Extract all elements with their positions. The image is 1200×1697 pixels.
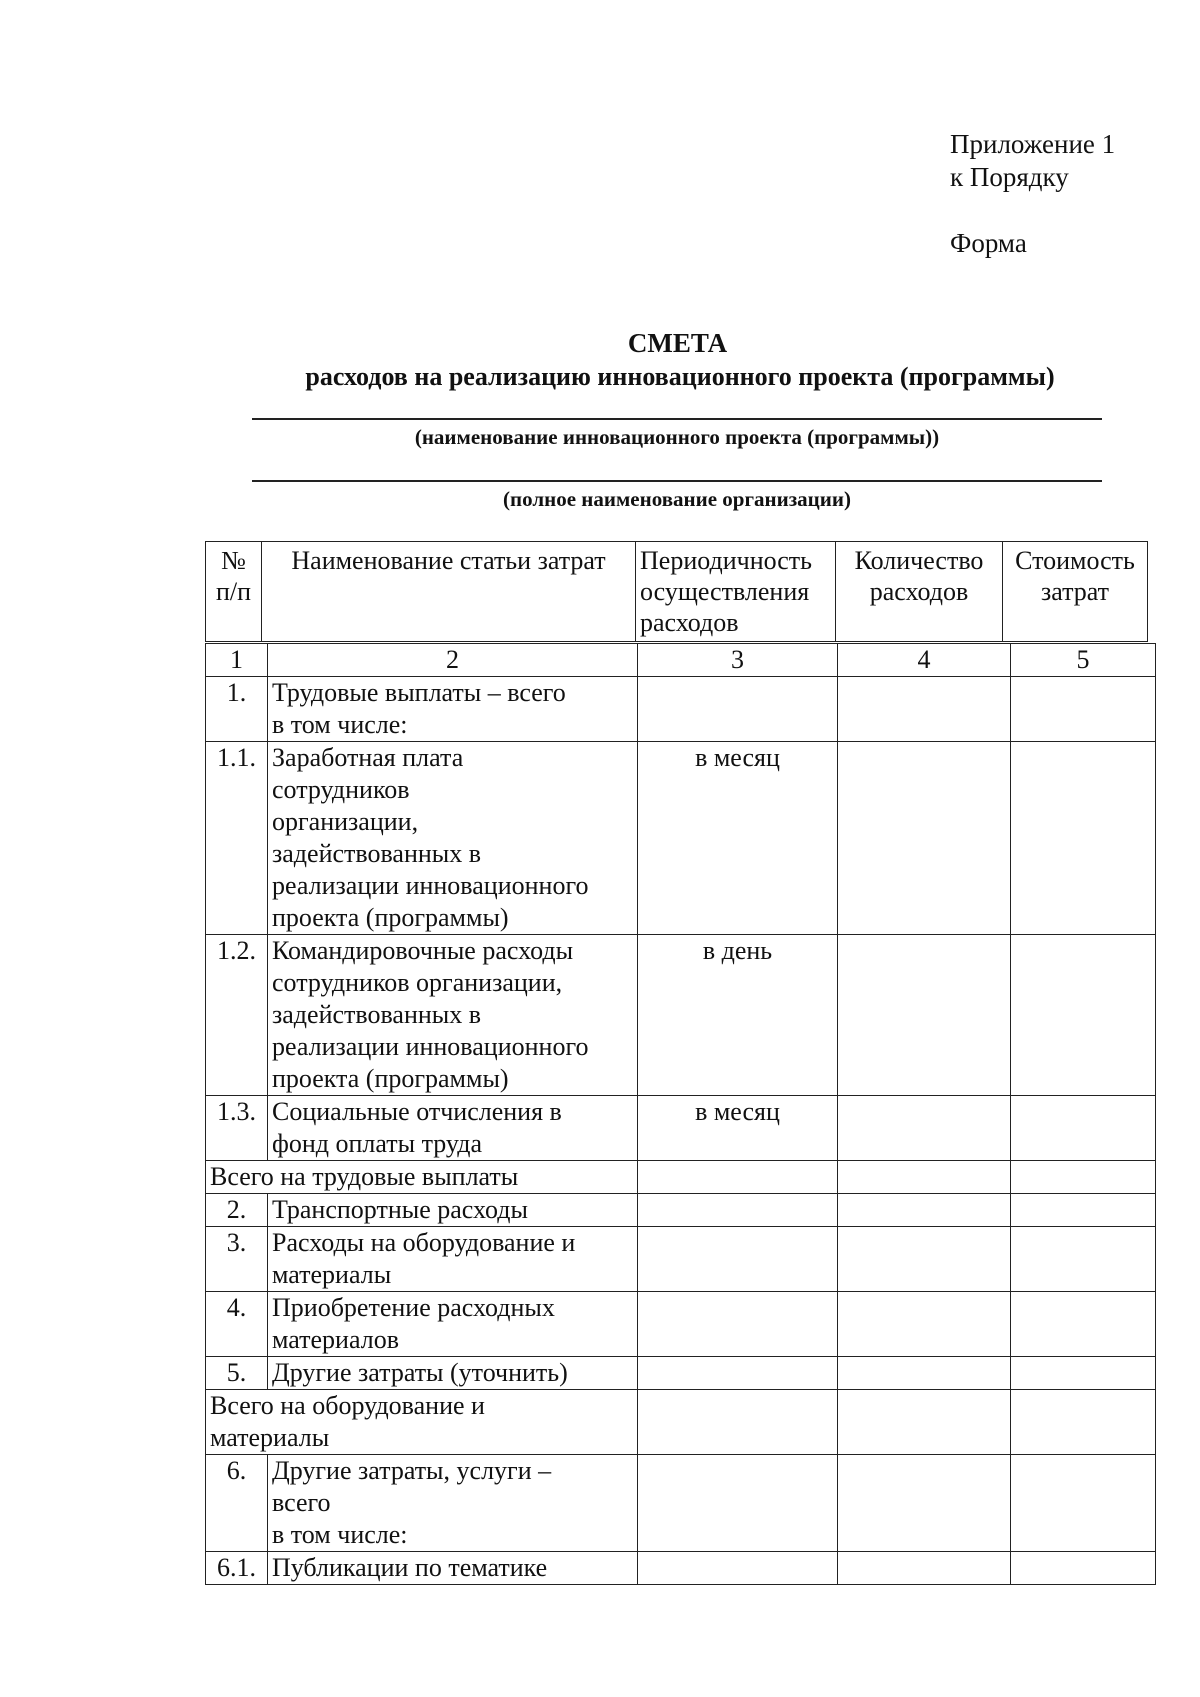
table-row bbox=[206, 935, 1156, 1096]
row-number: 1. bbox=[206, 677, 268, 742]
cost-item-line: задействованных в bbox=[272, 839, 482, 868]
cost-item-line: Расходы на оборудование и bbox=[272, 1228, 576, 1257]
periodicity-cell[interactable] bbox=[638, 1357, 838, 1390]
header-quantity-line: расходов bbox=[869, 577, 969, 606]
quantity-cell[interactable] bbox=[838, 935, 1011, 1096]
cost-item-name bbox=[268, 935, 638, 1096]
organization-name-line[interactable] bbox=[252, 480, 1102, 482]
cost-item-line: сотрудников организации, bbox=[272, 968, 563, 997]
appendix-reference: к Порядку bbox=[950, 162, 1069, 192]
cost-cell[interactable] bbox=[1011, 1552, 1156, 1585]
header-period-line: осуществления bbox=[640, 577, 810, 606]
table-row bbox=[206, 1292, 1156, 1357]
quantity-cell[interactable] bbox=[838, 742, 1011, 935]
cost-cell[interactable] bbox=[1011, 935, 1156, 1096]
quantity-cell[interactable] bbox=[838, 677, 1011, 742]
quantity-cell[interactable] bbox=[838, 1390, 1011, 1455]
column-number: 1 bbox=[206, 644, 268, 677]
quantity-cell[interactable] bbox=[838, 1227, 1011, 1292]
row-number: 3. bbox=[206, 1227, 268, 1292]
cost-cell[interactable] bbox=[1011, 1227, 1156, 1292]
cost-item-name bbox=[268, 1455, 638, 1552]
header-period bbox=[636, 542, 836, 642]
quantity-cell[interactable] bbox=[838, 1357, 1011, 1390]
cost-item-line: Социальные отчисления в bbox=[272, 1097, 562, 1126]
row-number: 4. bbox=[206, 1292, 268, 1357]
cost-item-line: организации, bbox=[272, 807, 419, 836]
appendix-label: Приложение 1 bbox=[950, 129, 1116, 159]
cost-item-line: Приобретение расходных bbox=[272, 1293, 555, 1322]
header-num bbox=[206, 542, 262, 642]
estimate-table bbox=[205, 643, 1156, 1585]
cost-item-line: фонд оплаты труда bbox=[272, 1129, 483, 1158]
header-num-line: п/п bbox=[215, 577, 252, 606]
quantity-cell[interactable] bbox=[838, 1161, 1011, 1194]
cost-item-name bbox=[268, 1194, 638, 1227]
cost-item-line: Публикации по тематике bbox=[272, 1553, 548, 1582]
cost-cell[interactable] bbox=[1011, 1292, 1156, 1357]
header-cost-line: Стоимость bbox=[1015, 546, 1135, 575]
header-period-line: Периодичность bbox=[640, 546, 813, 575]
header-name bbox=[262, 542, 636, 642]
header-period-line: расходов bbox=[640, 608, 739, 637]
column-number: 4 bbox=[838, 644, 1011, 677]
periodicity-cell[interactable] bbox=[638, 1552, 838, 1585]
cost-item-line: проекта (программы) bbox=[272, 903, 509, 932]
total-label-line: Всего на оборудование и bbox=[210, 1391, 485, 1420]
cost-cell[interactable] bbox=[1011, 1357, 1156, 1390]
periodicity-cell[interactable] bbox=[638, 677, 838, 742]
cost-item-line: в том числе: bbox=[272, 1520, 408, 1549]
quantity-cell[interactable] bbox=[838, 1292, 1011, 1357]
periodicity-cell[interactable]: в день bbox=[638, 935, 838, 1096]
cost-item-line: материалов bbox=[272, 1325, 399, 1354]
cost-item-name bbox=[268, 1357, 638, 1390]
cost-item-line: проекта (программы) bbox=[272, 1064, 509, 1093]
row-number: 5. bbox=[206, 1357, 268, 1390]
cost-item-line: задействованных в bbox=[272, 1000, 482, 1029]
cost-cell[interactable] bbox=[1011, 1194, 1156, 1227]
column-number: 2 bbox=[268, 644, 638, 677]
row-number: 6.1. bbox=[206, 1552, 268, 1585]
cost-item-line: Заработная плата bbox=[272, 743, 464, 772]
cost-item-line: Другие затраты, услуги – bbox=[272, 1456, 552, 1485]
cost-item-line: Транспортные расходы bbox=[272, 1195, 528, 1224]
periodicity-cell[interactable] bbox=[638, 1390, 838, 1455]
cost-item-line: Другие затраты (уточнить) bbox=[272, 1358, 568, 1387]
header-num-line: № bbox=[221, 546, 246, 575]
table-row bbox=[206, 1455, 1156, 1552]
cost-cell[interactable] bbox=[1011, 1096, 1156, 1161]
document-subtitle: расходов на реализацию инновационного проекта (программы) bbox=[305, 362, 1055, 391]
cost-cell[interactable] bbox=[1011, 677, 1156, 742]
appendix-block bbox=[950, 128, 1115, 260]
cost-cell[interactable] bbox=[1011, 742, 1156, 935]
estimate-header-table bbox=[205, 541, 1148, 642]
total-label bbox=[206, 1161, 638, 1194]
cost-item-line: в том числе: bbox=[272, 710, 408, 739]
header-quantity bbox=[836, 542, 1003, 642]
cost-cell[interactable] bbox=[1011, 1161, 1156, 1194]
table-row bbox=[206, 1096, 1156, 1161]
periodicity-cell[interactable] bbox=[638, 1194, 838, 1227]
column-number: 5 bbox=[1011, 644, 1156, 677]
periodicity-cell[interactable]: в месяц bbox=[638, 1096, 838, 1161]
row-number: 6. bbox=[206, 1455, 268, 1552]
row-number: 1.2. bbox=[206, 935, 268, 1096]
periodicity-cell[interactable]: в месяц bbox=[638, 742, 838, 935]
table-row bbox=[206, 677, 1156, 742]
total-label bbox=[206, 1390, 638, 1455]
cost-item-line: реализации инновационного bbox=[272, 871, 589, 900]
column-number-row bbox=[206, 644, 1156, 677]
cost-cell[interactable] bbox=[1011, 1390, 1156, 1455]
cost-item-line: Трудовые выплаты – всего bbox=[272, 678, 566, 707]
form-label: Форма bbox=[950, 228, 1027, 258]
header-quantity-line: Количество bbox=[854, 546, 984, 575]
organization-name-caption: (полное наименование организации) bbox=[503, 487, 851, 511]
quantity-cell[interactable] bbox=[838, 1096, 1011, 1161]
periodicity-cell[interactable] bbox=[638, 1455, 838, 1552]
document-title: СМЕТА bbox=[627, 328, 728, 358]
cost-item-line: всего bbox=[272, 1488, 331, 1517]
header-cost-line: затрат bbox=[1040, 577, 1110, 606]
row-number: 1.3. bbox=[206, 1096, 268, 1161]
total-label-line: Всего на трудовые выплаты bbox=[210, 1162, 519, 1191]
cost-cell[interactable] bbox=[1011, 1455, 1156, 1552]
table-row bbox=[206, 1227, 1156, 1292]
cost-item-name bbox=[268, 1096, 638, 1161]
cost-item-name bbox=[268, 677, 638, 742]
cost-item-line: реализации инновационного bbox=[272, 1032, 589, 1061]
cost-item-line: материалы bbox=[272, 1260, 392, 1289]
periodicity-cell[interactable] bbox=[638, 1227, 838, 1292]
project-name-line[interactable] bbox=[252, 418, 1102, 420]
row-number: 1.1. bbox=[206, 742, 268, 935]
project-name-caption: (наименование инновационного проекта (программы)) bbox=[414, 425, 940, 449]
total-row bbox=[206, 1390, 1156, 1455]
table-row bbox=[206, 1552, 1156, 1585]
cost-item-line: сотрудников bbox=[272, 775, 410, 804]
total-label-line: материалы bbox=[210, 1423, 330, 1452]
quantity-cell[interactable] bbox=[838, 1194, 1011, 1227]
header-cost bbox=[1003, 542, 1148, 642]
cost-item-line: Командировочные расходы bbox=[272, 936, 574, 965]
cost-item-name bbox=[268, 1292, 638, 1357]
cost-item-name bbox=[268, 742, 638, 935]
quantity-cell[interactable] bbox=[838, 1455, 1011, 1552]
cost-item-name bbox=[268, 1227, 638, 1292]
total-row bbox=[206, 1161, 1156, 1194]
table-row bbox=[206, 1194, 1156, 1227]
header-name-text: Наименование статьи затрат bbox=[291, 546, 606, 575]
periodicity-cell[interactable] bbox=[638, 1292, 838, 1357]
quantity-cell[interactable] bbox=[838, 1552, 1011, 1585]
cost-item-name bbox=[268, 1552, 638, 1585]
column-number: 3 bbox=[638, 644, 838, 677]
table-row bbox=[206, 742, 1156, 935]
periodicity-cell[interactable] bbox=[638, 1161, 838, 1194]
row-number: 2. bbox=[206, 1194, 268, 1227]
table-row bbox=[206, 1357, 1156, 1390]
